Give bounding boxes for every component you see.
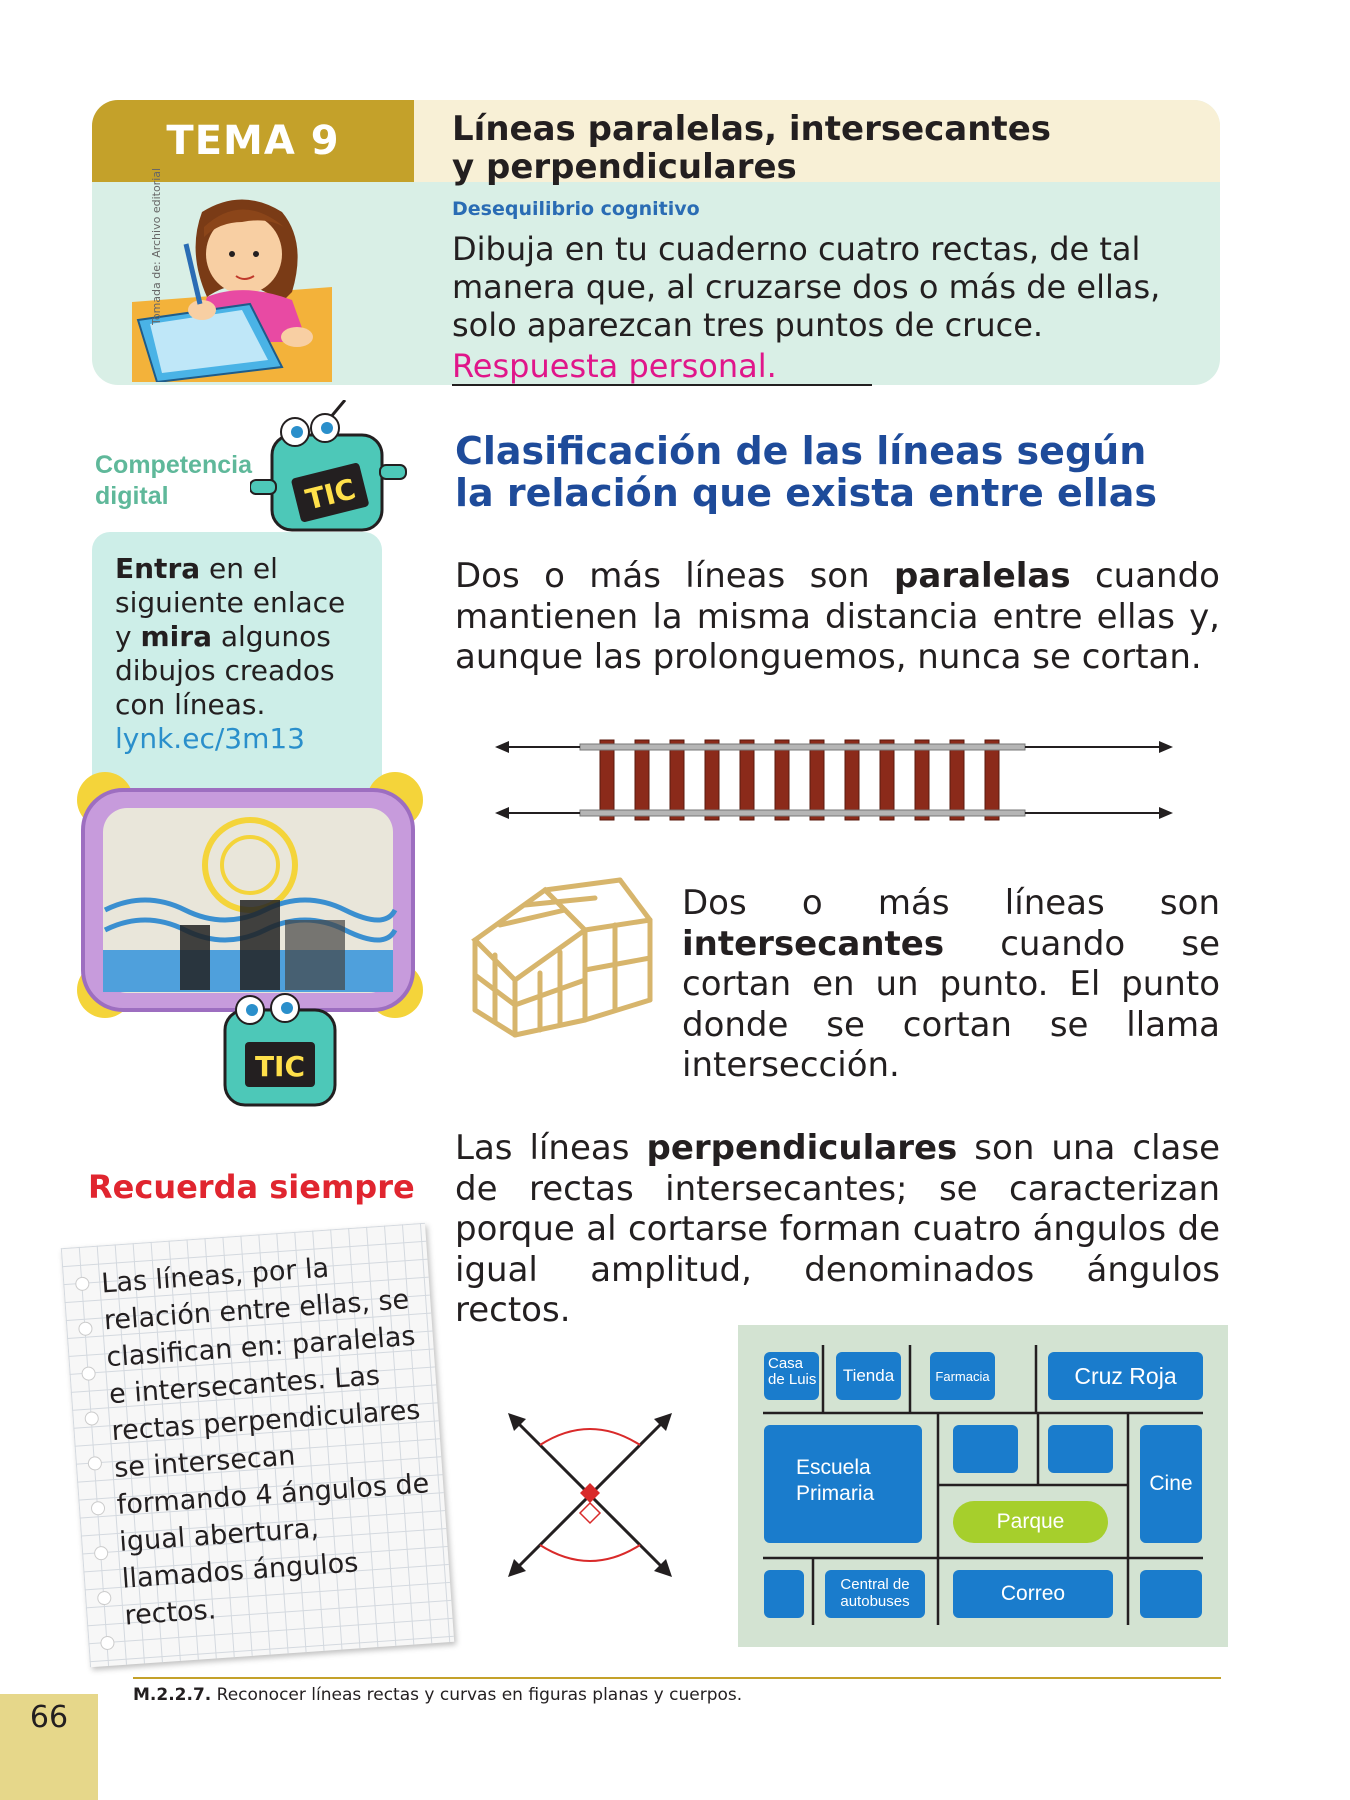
casa-line-2: de Luis [768, 1371, 817, 1388]
map-block-empty-4 [1140, 1570, 1202, 1618]
map-block-escuela [764, 1425, 922, 1543]
answer-line: Respuesta personal. [452, 348, 872, 386]
page-number: 66 [29, 1700, 69, 1735]
map-block-central [825, 1570, 925, 1618]
map-block-tienda: Tienda [836, 1352, 901, 1400]
intersecting-paragraph [682, 883, 1220, 1086]
p1-text-a: Dos o más líneas son [455, 556, 895, 596]
footer-skill [133, 1685, 742, 1705]
tic-badge-text: TIC [302, 472, 359, 517]
page-title [452, 110, 1212, 186]
tic-link[interactable]: lynk.ec/3m13 [115, 722, 305, 755]
image-credit: Tomada de: Archivo editorial [150, 167, 163, 325]
section-title-line-2: la relación que exista entre ellas [455, 471, 1158, 515]
remember-heading: Recuerda siempre [88, 1168, 415, 1206]
map-block-empty-3 [764, 1570, 804, 1618]
casa-line-1: Casa [768, 1355, 804, 1372]
title-line-2: y perpendiculares [452, 147, 797, 187]
map-block-casa [764, 1352, 819, 1400]
central-line-2: autobuses [840, 1593, 910, 1610]
map-block-farmacia: Farmacia [930, 1352, 995, 1400]
wood-house-frame-illustration [455, 870, 665, 1040]
map-block-parque: Parque [953, 1501, 1108, 1543]
city-map [738, 1325, 1228, 1647]
competence-line-2: digital [95, 482, 169, 510]
girl-drawing-illustration [132, 192, 362, 382]
tic-instructions [115, 552, 370, 756]
map-block-correo: Correo [953, 1570, 1113, 1618]
digital-competence-label [95, 450, 252, 512]
map-block-empty-2 [1048, 1425, 1113, 1473]
p3-bold: perpendiculares [646, 1128, 958, 1168]
skill-code: M.2.2.7. [133, 1685, 212, 1705]
remember-note-text: Las líneas, por la relación entre ellas, se clasifican en: paralelas e intersecantes. Las rectas perpendiculares se intersecan formando 4 ángulos de igual abertura, llamados ángulos rectos. [100, 1252, 431, 1632]
perpendicular-lines-diagram [500, 1405, 680, 1585]
p2-text-b: cuando se cortan en un punto. El punto donde se cortan se llama intersección. [682, 923, 1220, 1085]
p3-text-b: son una clase de rectas intersecantes; se caracterizan porque al cortarse forman cuatro ángulos de igual amplitud, denominados ángulos rectos. [455, 1128, 1220, 1330]
footer-divider [133, 1677, 1221, 1679]
central-line-1: Central de [840, 1576, 910, 1593]
railroad-tracks-illustration [495, 730, 1175, 830]
topic-number: TEMA 9 [92, 100, 414, 182]
tic-text-1: en el siguiente enlace y [115, 552, 346, 653]
p2-text-a: Dos o más líneas son [682, 883, 1220, 923]
cognitive-prompt: Dibuja en tu cuaderno cuatro rectas, de tal manera que, al cruzarse dos o más de ellas, solo aparezcan tres puntos de cruce. [452, 230, 1161, 344]
tic-bold-look: mira [140, 620, 212, 653]
tic-bold-enter: Entra [115, 552, 201, 585]
p1-bold: paralelas [894, 556, 1071, 596]
escuela-line-2: Primaria [796, 1482, 875, 1505]
escuela-line-1: Escuela [796, 1456, 871, 1479]
title-line-1: Líneas paralelas, intersecantes [452, 109, 1051, 149]
tic-text-2: algunos dibujos creados con líneas. [115, 620, 335, 721]
grid-paper-note [61, 1223, 454, 1667]
note-holes [61, 1223, 425, 1248]
tv-drawing-illustration [75, 770, 425, 1130]
tic-badge-text-2: TIC [254, 1050, 306, 1083]
map-block-cruz-roja: Cruz Roja [1048, 1352, 1203, 1400]
p2-bold: intersecantes [682, 923, 945, 964]
topic-header [92, 100, 1220, 385]
map-block-empty-1 [953, 1425, 1018, 1473]
section-title-line-1: Clasificación de las líneas según [455, 429, 1147, 473]
cognitive-label: Desequilibrio cognitivo [452, 198, 700, 220]
map-block-cine: Cine [1140, 1425, 1202, 1543]
skill-text: Reconocer líneas rectas y curvas en figuras planas y cuerpos. [211, 1685, 743, 1705]
competence-line-1: Competencia [95, 451, 252, 479]
perpendicular-paragraph [455, 1128, 1220, 1331]
parallel-paragraph [455, 556, 1220, 678]
p1-text-b: cuando mantienen la misma distancia entre ellas y, aunque las prolonguemos, nunca se cortan. [455, 556, 1220, 677]
section-title [455, 430, 1215, 514]
p3-text-a: Las líneas [455, 1128, 647, 1168]
tic-mascot-icon [250, 400, 410, 550]
